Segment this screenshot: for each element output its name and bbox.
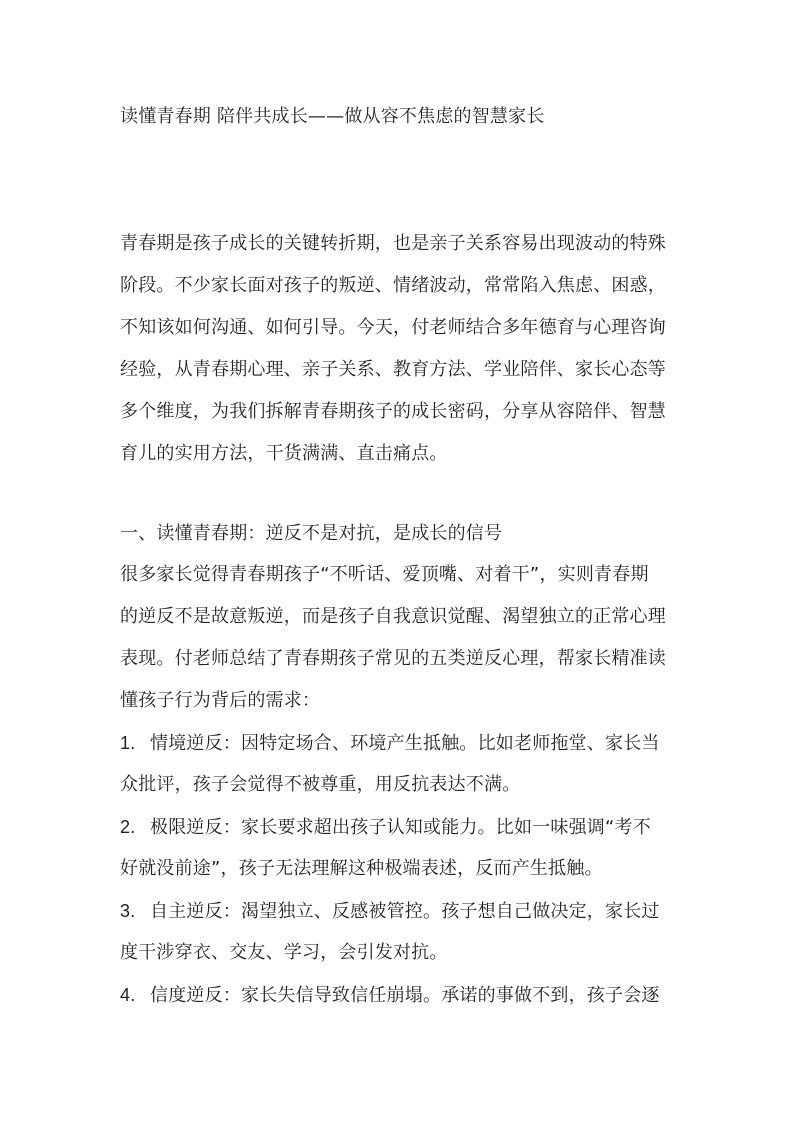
list-item-continuation: 好就没前途”，孩子无法理解这种极端表述，反而产生抵触。 <box>120 858 603 879</box>
intro-line: 育儿的实用方法，干货满满、直击痛点。 <box>120 443 448 464</box>
list-item-number: 4. <box>120 985 136 1005</box>
list-item-text: 自主逆反：渴望独立、反感被管控。孩子想自己做决定，家长过 <box>150 901 660 922</box>
intro-line: 多个维度，为我们拆解青春期孩子的成长密码，分享从容陪伴、智慧 <box>120 401 666 422</box>
intro-line: 经验，从青春期心理、亲子关系、教育方法、学业陪伴、家长心态等 <box>120 359 666 380</box>
list-item-number: 2. <box>120 817 136 837</box>
list-item-text: 情境逆反：因特定场合、环境产生抵触。比如老师拖堂、家长当 <box>150 733 660 754</box>
intro-line: 青春期是孩子成长的关键转折期，也是亲子关系容易出现波动的特殊 <box>120 233 666 254</box>
section-para-line: 的逆反不是故意叛逆，而是孩子自我意识觉醒、渴望独立的正常心理 <box>120 606 666 627</box>
list-item-number: 3. <box>120 901 136 921</box>
section-para-line: 表现。付老师总结了青春期孩子常见的五类逆反心理，帮家长精准读 <box>120 648 666 669</box>
intro-line: 阶段。不少家长面对孩子的叛逆、情绪波动，常常陷入焦虑、困惑， <box>120 275 666 296</box>
list-item <box>120 977 680 1013</box>
section-heading: 一、读懂青春期：逆反不是对抗，是成长的信号 <box>120 523 503 544</box>
list-item-number: 1. <box>120 733 136 753</box>
list-item <box>120 893 680 929</box>
section-para-line: 懂孩子行为背后的需求： <box>120 690 321 711</box>
list-item-continuation: 众批评，孩子会觉得不被尊重，用反抗表达不满。 <box>120 774 521 795</box>
intro-line: 不知该如何沟通、如何引导。今天，付老师结合多年德育与心理咨询 <box>120 317 666 338</box>
section-para-line: 很多家长觉得青春期孩子“不听话、爱顶嘴、对着干”，实则青春期 <box>120 564 649 585</box>
list-item <box>120 809 680 845</box>
list-item-continuation: 度干涉穿衣、交友、学习，会引发对抗。 <box>120 942 448 963</box>
list-item <box>120 725 680 761</box>
list-item-text: 极限逆反：家长要求超出孩子认知或能力。比如一味强调“考不 <box>150 817 651 838</box>
list-item-text: 信度逆反：家长失信导致信任崩塌。承诺的事做不到，孩子会逐 <box>150 985 660 1006</box>
document-title: 读懂青春期 陪伴共成长——做从容不焦虑的智慧家长 <box>120 106 545 127</box>
